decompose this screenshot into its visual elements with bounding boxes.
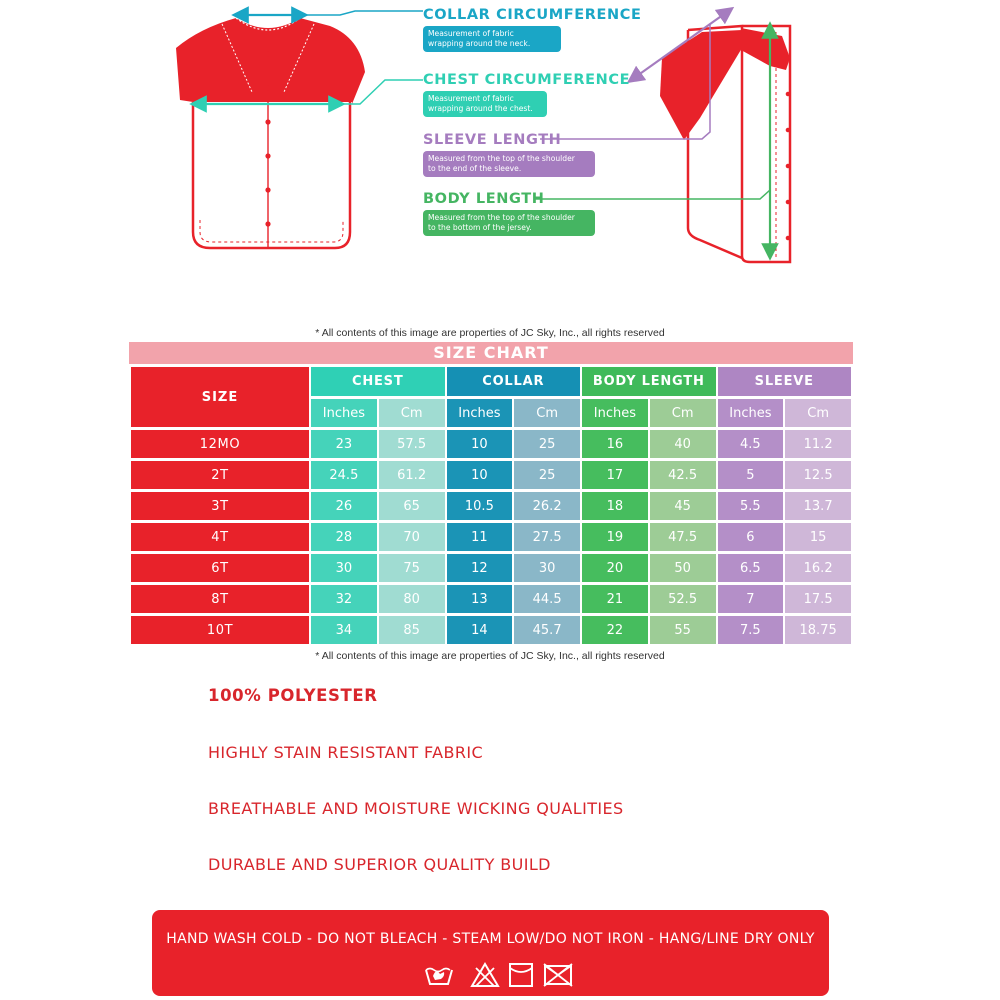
size-label: 4T (131, 523, 309, 551)
measurement-cell: 16 (582, 430, 648, 458)
measurement-cell: 44.5 (514, 585, 580, 613)
measurement-cell: 10 (447, 430, 513, 458)
sleeve-desc-line-2: to the end of the sleeve. (428, 164, 522, 173)
measurement-cell: 20 (582, 554, 648, 582)
do-not-tumble-dry-icon (542, 962, 574, 988)
measurement-cell: 16.2 (785, 554, 851, 582)
measurement-cell: 11.2 (785, 430, 851, 458)
unit-header: Cm (650, 399, 716, 427)
measurement-cell: 18.75 (785, 616, 851, 644)
size-label: 10T (131, 616, 309, 644)
sleeve-callout (423, 131, 595, 177)
measurement-cell: 7 (718, 585, 784, 613)
measurement-cell: 6 (718, 523, 784, 551)
measurement-cell: 32 (311, 585, 377, 613)
body-length-title: BODY LENGTH (423, 191, 545, 207)
measurement-cell: 19 (582, 523, 648, 551)
measurement-cell: 14 (447, 616, 513, 644)
measurement-cell: 25 (514, 461, 580, 489)
measurement-cell: 45 (650, 492, 716, 520)
size-chart-table (129, 364, 853, 647)
measurement-cell: 18 (582, 492, 648, 520)
measurement-cell: 11 (447, 523, 513, 551)
table-row (131, 523, 851, 551)
size-column-header: SIZE (131, 367, 309, 427)
care-icons (152, 962, 829, 990)
sleeve-description (423, 151, 595, 177)
measurement-cell: 47.5 (650, 523, 716, 551)
measurement-cell: 15 (785, 523, 851, 551)
size-label: 2T (131, 461, 309, 489)
measurement-cell: 28 (311, 523, 377, 551)
measurement-cell: 27.5 (514, 523, 580, 551)
chest-desc-line-2: wrapping around the chest. (428, 104, 533, 113)
measurement-cell: 61.2 (379, 461, 445, 489)
chest-header: CHEST (311, 367, 445, 396)
measurement-cell: 10.5 (447, 492, 513, 520)
body-length-callout (423, 190, 595, 236)
size-chart-title: SIZE CHART (129, 342, 853, 364)
measurement-cell: 50 (650, 554, 716, 582)
chest-description (423, 91, 547, 117)
group-header-row (131, 367, 851, 396)
unit-header: Inches (447, 399, 513, 427)
front-jersey (176, 11, 423, 248)
measurement-cell: 24.5 (311, 461, 377, 489)
measurement-cell: 5 (718, 461, 784, 489)
measurement-cell: 26.2 (514, 492, 580, 520)
size-label: 3T (131, 492, 309, 520)
measurement-cell: 80 (379, 585, 445, 613)
size-rows (131, 430, 851, 644)
measurement-cell: 10 (447, 461, 513, 489)
measurement-cell: 65 (379, 492, 445, 520)
collar-desc-line-2: wrapping around the neck. (428, 39, 531, 48)
unit-header: Cm (379, 399, 445, 427)
sleeve-title: SLEEVE LENGTH (423, 132, 562, 148)
measurement-cell: 4.5 (718, 430, 784, 458)
body-desc-line-2: to the bottom of the jersey. (428, 223, 532, 232)
measurement-cell: 5.5 (718, 492, 784, 520)
measurement-cell: 17 (582, 461, 648, 489)
unit-header: Inches (582, 399, 648, 427)
collar-header: COLLAR (447, 367, 581, 396)
table-row (131, 554, 851, 582)
measurement-cell: 23 (311, 430, 377, 458)
measurement-cell: 17.5 (785, 585, 851, 613)
chest-desc-line-1: Measurement of fabric (428, 94, 514, 103)
measurement-cell: 30 (311, 554, 377, 582)
unit-header: Inches (311, 399, 377, 427)
measurement-cell: 34 (311, 616, 377, 644)
measurement-cell: 85 (379, 616, 445, 644)
collar-callout (423, 6, 642, 52)
measurement-cell: 6.5 (718, 554, 784, 582)
table-row (131, 461, 851, 489)
care-instructions-text: HAND WASH COLD - DO NOT BLEACH - STEAM LOW/DO NOT IRON - HANG/LINE DRY ONLY (166, 931, 815, 947)
measurement-cell: 70 (379, 523, 445, 551)
unit-header: Cm (785, 399, 851, 427)
size-label: 6T (131, 554, 309, 582)
measurement-cell: 42.5 (650, 461, 716, 489)
sleeve-header: SLEEVE (718, 367, 852, 396)
collar-title: COLLAR CIRCUMFERENCE (423, 7, 642, 23)
measurement-cell: 13.7 (785, 492, 851, 520)
care-instructions-banner (152, 910, 829, 996)
measurement-cell: 57.5 (379, 430, 445, 458)
feature-item: HIGHLY STAIN RESISTANT FABRIC (208, 743, 484, 762)
measurement-cell: 12 (447, 554, 513, 582)
measurement-cell: 13 (447, 585, 513, 613)
measurement-cell: 55 (650, 616, 716, 644)
chest-title: CHEST CIRCUMFERENCE (423, 72, 631, 88)
line-dry-icon (508, 962, 534, 988)
measurement-diagram (0, 0, 1000, 290)
measurement-cell: 30 (514, 554, 580, 582)
measurement-cell: 22 (582, 616, 648, 644)
measurement-cell: 40 (650, 430, 716, 458)
size-label: 8T (131, 585, 309, 613)
measurement-cell: 75 (379, 554, 445, 582)
sleeve-desc-line-1: Measured from the top of the shoulder (428, 154, 575, 163)
chest-callout (423, 71, 630, 117)
copyright-notice-top: * All contents of this image are properties of JC Sky, Inc., all rights reserved (315, 327, 665, 339)
do-not-bleach-icon (470, 962, 500, 988)
unit-header: Inches (718, 399, 784, 427)
body-length-description (423, 210, 595, 236)
size-label: 12MO (131, 430, 309, 458)
unit-header: Cm (514, 399, 580, 427)
collar-desc-line-1: Measurement of fabric (428, 29, 514, 38)
table-row (131, 616, 851, 644)
copyright-notice-bottom: * All contents of this image are properties of JC Sky, Inc., all rights reserved (315, 650, 665, 662)
feature-item: BREATHABLE AND MOISTURE WICKING QUALITIES (208, 799, 624, 818)
measurement-cell: 25 (514, 430, 580, 458)
table-row (131, 492, 851, 520)
body-length-header: BODY LENGTH (582, 367, 716, 396)
feature-item: 100% POLYESTER (208, 686, 378, 705)
table-row (131, 430, 851, 458)
collar-description (423, 26, 561, 52)
body-desc-line-1: Measured from the top of the shoulder (428, 213, 575, 222)
measurement-cell: 7.5 (718, 616, 784, 644)
measurement-cell: 12.5 (785, 461, 851, 489)
measurement-cell: 52.5 (650, 585, 716, 613)
table-row (131, 585, 851, 613)
hand-wash-icon (424, 962, 454, 988)
measurement-cell: 45.7 (514, 616, 580, 644)
feature-item: DURABLE AND SUPERIOR QUALITY BUILD (208, 855, 551, 874)
measurement-cell: 26 (311, 492, 377, 520)
measurement-cell: 21 (582, 585, 648, 613)
